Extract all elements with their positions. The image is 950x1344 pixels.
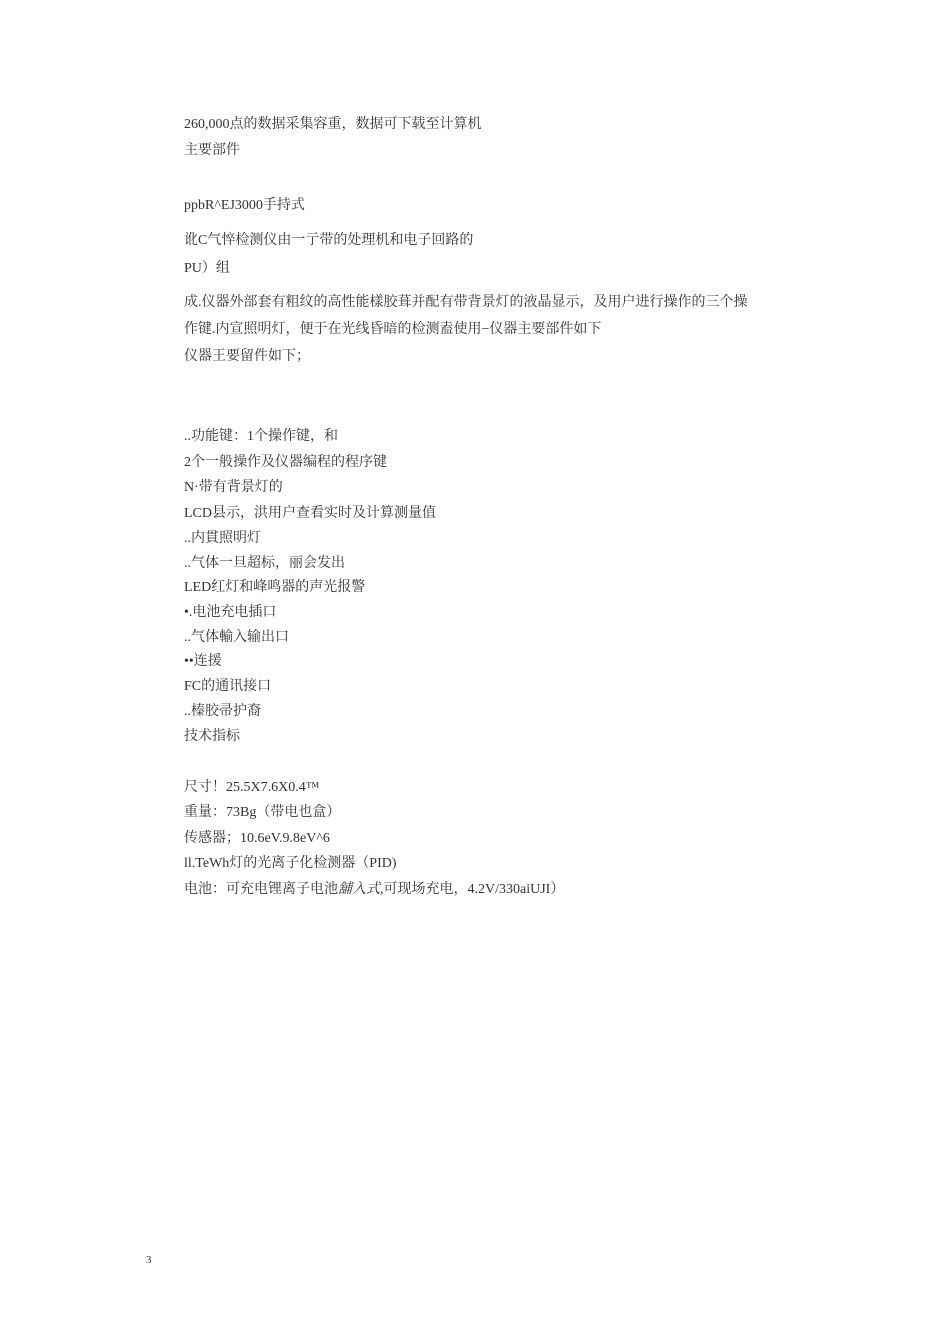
spec-line: ll.TeWh灯的光离子化检测器（PID) (184, 856, 397, 871)
text-line: 讹C气悴检测仪由一亍带的处理机和电子回路的 (184, 233, 474, 248)
list-item: •.电池充电插口 (184, 605, 277, 620)
text-line: 作键.内宣照明灯，便于在光线昏暗的检测盍使用−仪器主要部件如下 (184, 322, 602, 337)
spec-line: 尺寸！25.5X7.6X0.4™ (184, 780, 320, 795)
text-line: 成.仪器外部套有粗纹的高性能樣胶葺并配有带背景灯的液晶显示，及用户进行操作的三个操 (184, 295, 748, 310)
battery-text-before: 电池：可充电锂离子电池 (184, 882, 338, 897)
text-line: 仪器王要留件如下； (184, 349, 310, 364)
spec-line: 重量：73Bg（带电也盒） (184, 805, 341, 820)
text-line: ppbR^EJ3000手持式 (184, 198, 305, 213)
text-line: 260,000点的数据采集容重，数据可下载至计算机 (184, 117, 482, 132)
page-number: 3 (146, 1254, 152, 1266)
list-item: N·带有背景灯的 (184, 480, 283, 495)
list-item: ..气体一旦超标，丽会发出 (184, 556, 345, 571)
list-item: ..气体輸入输出口 (184, 630, 289, 645)
battery-text-after: 可现场充电，4.2V/330aiUJI） (383, 882, 565, 897)
list-item: ••连援 (184, 654, 222, 669)
text-line: PU）组 (184, 261, 230, 276)
spec-line-battery (184, 881, 564, 899)
list-item: ..内貫照明灯 (184, 531, 261, 546)
list-item: ..功能键：1个操作键，和 (184, 429, 338, 444)
section-heading: 技术指标 (184, 729, 240, 744)
list-item: FC的通讯接口 (184, 679, 272, 694)
list-item: LCD县示，洪用户查看实时及计算测量值 (184, 506, 436, 521)
battery-text-italic: 舖入式, (338, 882, 384, 897)
list-item: 2个一般操作及仪器编程的程序键 (184, 455, 387, 470)
list-item: ..榛胶帚护裔 (184, 704, 261, 719)
spec-line: 传感器；10.6eV.9.8eV^6 (184, 831, 330, 846)
list-item: LED红灯和峰鸣器的声光报警 (184, 580, 366, 595)
section-heading: 主要部件 (184, 143, 240, 158)
